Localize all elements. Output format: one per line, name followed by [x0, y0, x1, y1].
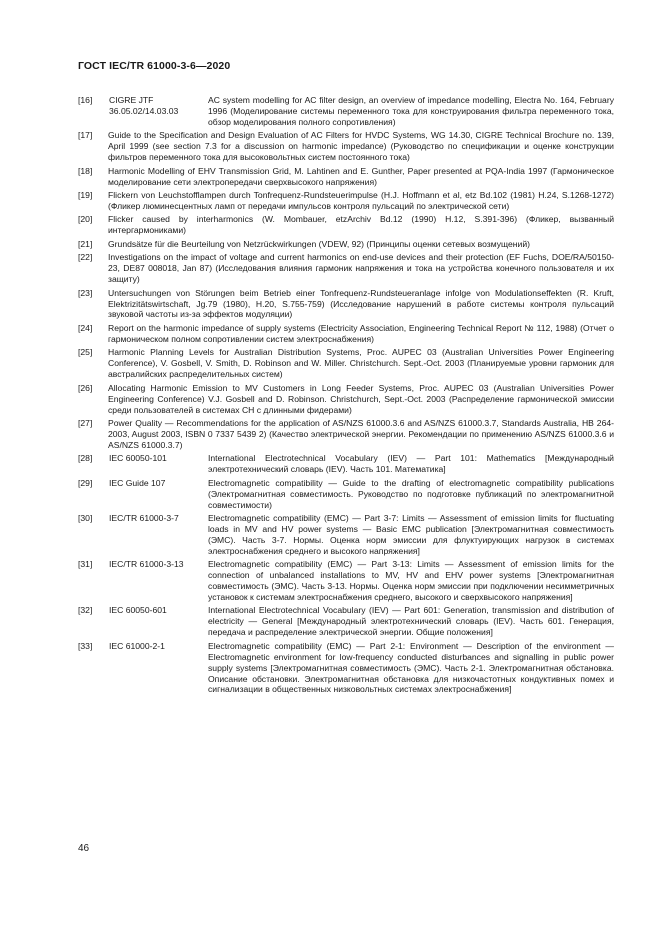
- reference-text: AC system modelling for AC filter design, an overview of impedance modelling, Electra No. 164, February 1996 (Моделирование системы переменного тока для конструирования фильтра переменного тока, обзор моделирования полного сопротивления): [208, 95, 614, 127]
- reference-text: Electromagnetic compatibility (EMC) — Part 3-7: Limits — Assessment of emission limits for fluctuating loads in MV and HV power systems — Basic EMC publication [Электромагнитная совместимость (ЭМС). Часть 3-7. Нормы. Оценка норм эмиссии для флуктуирующих нагрузок в системах электроснабжения среднего и высокого напряжения]: [208, 513, 614, 556]
- reference-text: Electromagnetic compatibility (EMC) — Part 2-1: Environment — Description of the environment — Electromagnetic environment for low-frequency conducted disturbances and signalling in public power supply systems [Электромагнитная совместимость (ЭМС). Часть 2-1. Электромагнитная обстановка. Описание обстановки. Электромагнитная обстановка для низкочастотных кондуктивных помех и сигнализации в общественных низковольтных системах электроснабжения]: [208, 640, 614, 695]
- reference-text: Allocating Harmonic Emission to MV Customers in Long Feeder Systems, Proc. AUPEC 03 (Australian Universities Power Engineering Conference) V.J. Gosbell and D. Robinson. Christchurch, Sept.-Oct. 2003 (Распределение гармонической эмиссии среди пользователей в системах СН с длинными фидерами): [108, 382, 614, 415]
- reference-text: Flickern von Leuchstofflampen durch Tonfrequenz-Rundsteuerimpulse (H.J. Hoffmann et al, etz Bd.102 (1981) H.24, S.1268-1272) (Фликер люминесцентных ламп от передачи импульсов контроля пульсаций по электрической сети): [108, 190, 614, 211]
- reference-entry: [78, 288, 614, 321]
- reference-number: [26]: [78, 382, 93, 393]
- reference-entry: [78, 418, 614, 451]
- reference-text: Grundsätze für die Beurteilung von Netzrückwirkungen (VDEW, 92) (Принципы оценки сетевых возмущений): [108, 238, 530, 249]
- reference-text: Electromagnetic compatibility (EMC) — Part 3-13: Limits — Assessment of emission limits for the connection of unbalanced installations to MV, HV and EHV power systems [Электромагнитная совместимость (ЭМС). Часть 3-13. Нормы. Оценка норм эмиссии при подключении несимметричных установок к системам электроснабжения среднего, высокого и сверхвысокого напряжения]: [208, 559, 614, 602]
- reference-number: [20]: [78, 214, 93, 225]
- reference-entry: [78, 559, 614, 603]
- reference-entry: [78, 383, 614, 416]
- reference-entry: [78, 641, 614, 696]
- reference-text: Harmonic Planning Levels for Australian Distribution Systems, Proc. AUPEC 03 (Australian Universities Power Engineering Conference), V. Gosbell, V. Smith, D. Robinson and W. Miller. Christchurch. Sept.-Oct. 2003 (Планируемые уровни гармоник для австралийских распределительных систем): [108, 347, 614, 380]
- reference-text: Report on the harmonic impedance of supply systems (Electricity Association, Engineering Technical Report № 112, 1988) (Отчет о гармоническом полном сопротивлении систем электроснабжения): [108, 322, 614, 344]
- reference-entry: [78, 605, 614, 638]
- reference-code: IEC 60050-101: [109, 453, 167, 464]
- reference-text: Power Quality — Recommendations for the application of AS/NZS 61000.3.6 and AS/NZS 61000.3.7, Standards Australia, HB 264-2003, August 2003, ISBN 0 7337 5439 2) (Качество электрической энергии. Рекомендации по применению AS/NZS 61000.3.6 и AS/NZS 61000.3.7): [108, 418, 614, 450]
- reference-number: [24]: [78, 322, 93, 333]
- reference-entry: [78, 239, 614, 250]
- reference-text: International Electrotechnical Vocabulary (IEV) — Part 101: Mathematics [Международный электротехнический словарь (IEV). Часть 101. Математика]: [208, 453, 614, 475]
- reference-code: IEC/TR 61000-3-7: [109, 513, 179, 524]
- reference-code: IEC Guide 107: [109, 477, 166, 488]
- reference-text: Untersuchungen von Störungen beim Betrieb einer Tonfrequenz-Rundsteueranlage infolge von Modulationseffekten (R. Kruft, Elektrizitätswirtschaft, Jg.79 (1980), H.20, S.755-759) (Исследование нарушений в работе системы контроля пульсаций звуковой частоты из-за эффектов модуляции): [108, 287, 614, 320]
- reference-code: IEC 60050-601: [109, 605, 167, 616]
- reference-entry: [78, 323, 614, 345]
- reference-entry: [78, 252, 614, 285]
- reference-text: Guide to the Specification and Design Evaluation of AC Filters for HVDC Systems, WG 14.30, CIGRE Technical Brochure no. 139, April 1999 (see section 7.3 for a discussion on harmonic impedance) (Руководство по спецификации и оценке конструкции фильтров переменного тока для высоковольтных систем постоянного тока): [108, 130, 614, 163]
- reference-number: [21]: [78, 238, 93, 249]
- reference-number: [29]: [78, 477, 93, 488]
- reference-number: [25]: [78, 347, 93, 358]
- reference-text: International Electrotechnical Vocabulary (IEV) — Part 601: Generation, transmission and distribution of electricity — General [Международный электротехнический словарь (IEV). Часть 601. Генерация, передача и распределение электрической энергии. Общие положения]: [208, 605, 614, 638]
- reference-entry: [78, 513, 614, 557]
- reference-text: Flicker caused by interharmonics (W. Mombauer, etzArchiv Bd.12 (1990) H.12, S.391-396) (Фликер, вызванный интергармониками): [108, 214, 614, 236]
- reference-entry: [78, 478, 614, 511]
- reference-code: CIGRE JTF 36.05.02/14.03.03: [109, 95, 179, 116]
- reference-entry: [78, 166, 614, 188]
- reference-number: [31]: [78, 559, 93, 570]
- reference-text: Electromagnetic compatibility — Guide to the drafting of electromagnetic compatibility publications (Электромагнитная совместимость. Руководство по подготовке публикаций по электромагнитной совместимости): [208, 477, 614, 510]
- reference-number: [23]: [78, 287, 93, 298]
- bibliography-list: [78, 95, 614, 698]
- reference-number: [32]: [78, 605, 93, 616]
- reference-entry: [78, 347, 614, 380]
- page-number: 46: [78, 843, 90, 854]
- reference-number: [28]: [78, 453, 93, 464]
- reference-code: IEC 61000-2-1: [109, 640, 165, 651]
- reference-code: IEC/TR 61000-3-13: [109, 559, 184, 570]
- reference-text: Investigations on the impact of voltage and current harmonics on end-use devices and their protection (EF Fuchs, DOE/RA/50150-23, DE87 008018, Jan 87) (Исследования влияния гармоник напряжения и тока на устройства конечного пользователя и их защиту): [108, 252, 614, 285]
- reference-entry: [78, 95, 614, 128]
- reference-entry: [78, 453, 614, 475]
- reference-number: [33]: [78, 640, 93, 651]
- reference-number: [30]: [78, 513, 93, 524]
- reference-number: [18]: [78, 165, 93, 176]
- reference-number: [27]: [78, 418, 93, 428]
- reference-entry: [78, 214, 614, 236]
- reference-number: [16]: [78, 95, 93, 105]
- reference-number: [22]: [78, 252, 93, 263]
- reference-number: [19]: [78, 190, 93, 201]
- reference-number: [17]: [78, 130, 93, 141]
- reference-entry: [78, 190, 614, 212]
- reference-entry: [78, 130, 614, 163]
- document-header: ГОСТ IEC/TR 61000-3-6—2020: [78, 60, 231, 72]
- reference-text: Harmonic Modelling of EHV Transmission Grid, M. Lahtinen and E. Gunther, Paper presented at PQA-India 1997 (Гармоническое моделирование сети электропередачи сверхвысокого напряжения): [108, 165, 614, 187]
